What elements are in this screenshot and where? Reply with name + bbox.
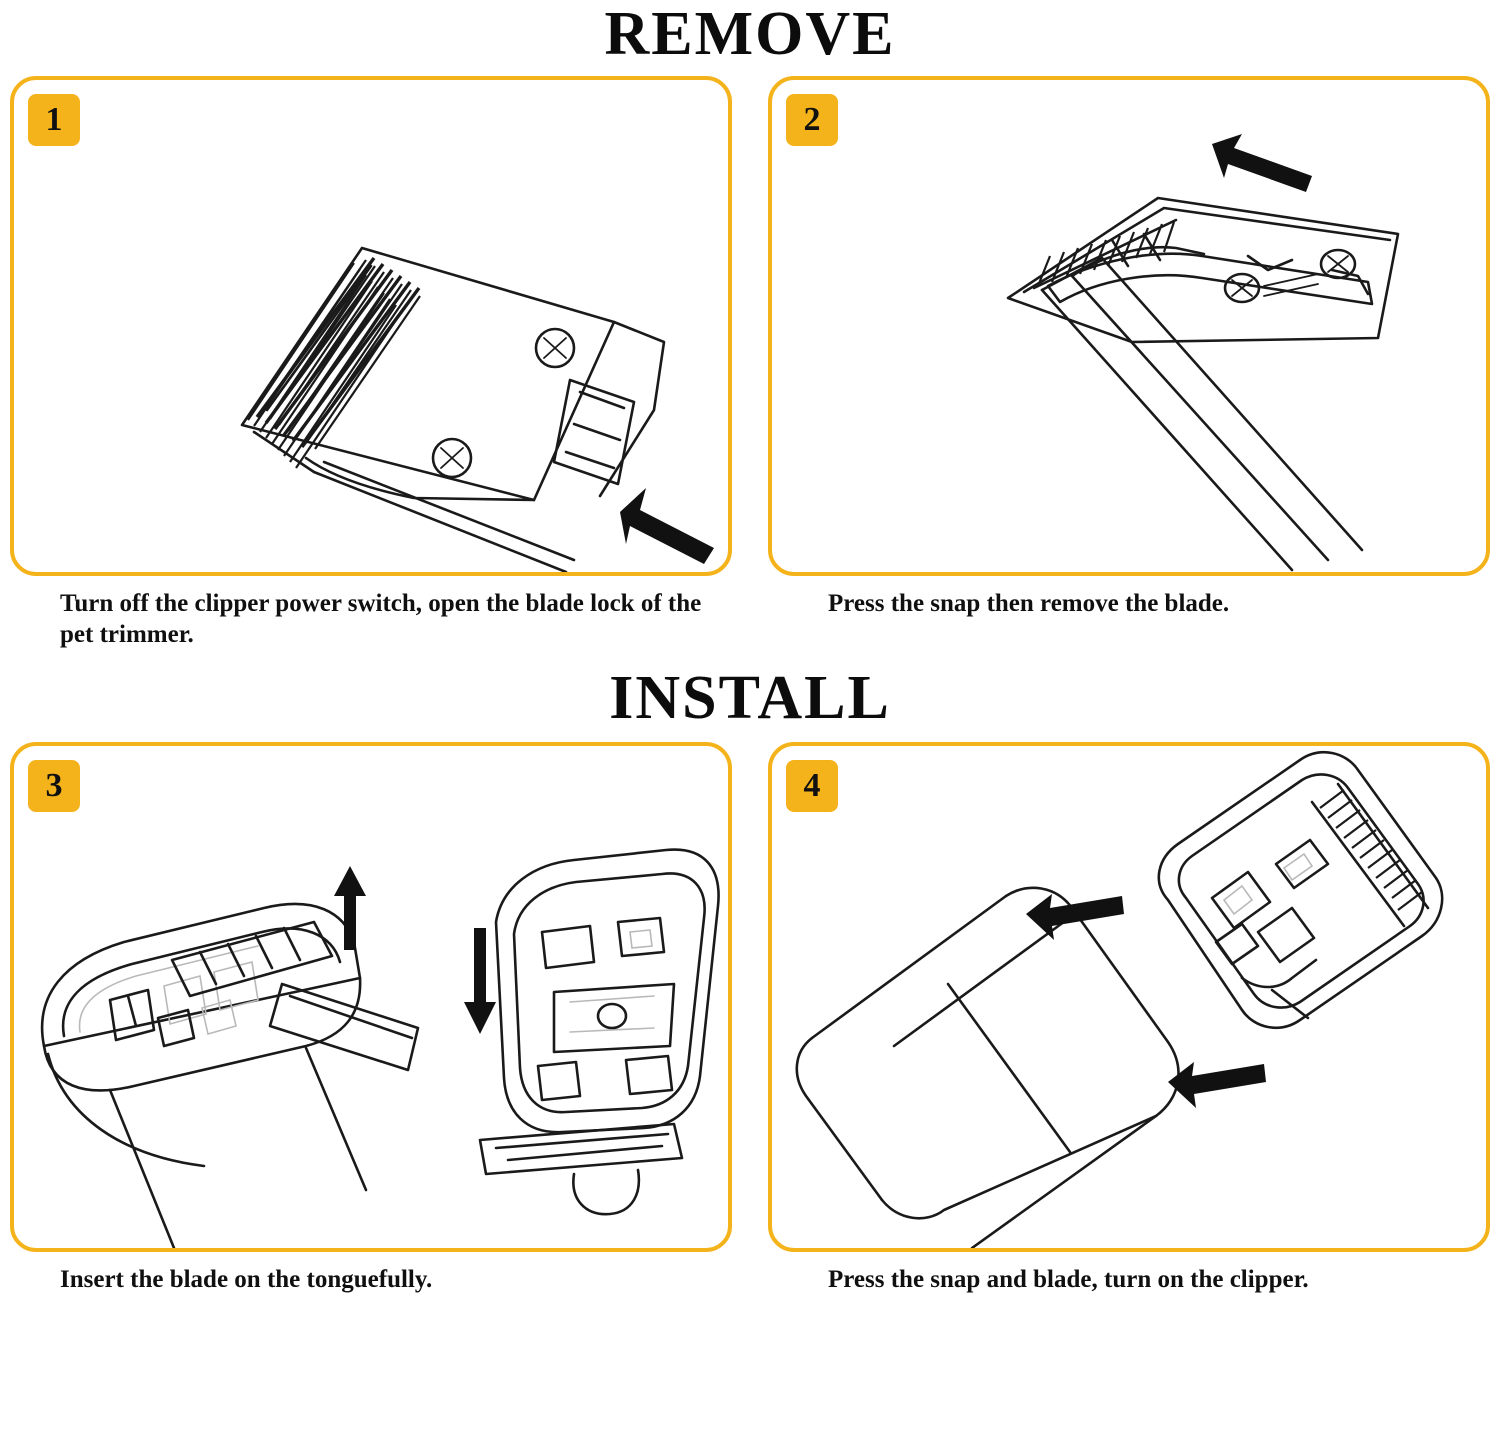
step-3-drawing [14, 746, 728, 1248]
step-number-badge-4: 4 [786, 760, 838, 812]
step-3-illustration-frame [10, 742, 732, 1252]
arrow-icon-press-lock [620, 488, 714, 564]
step-number-badge-1: 1 [28, 94, 80, 146]
step-number-badge-2: 2 [786, 94, 838, 146]
blade-head [1159, 752, 1442, 1027]
step-4-caption: Press the snap and blade, turn on the clipper. [828, 1266, 1309, 1293]
blade-underside-right-view [464, 850, 719, 1215]
step-panel-3 [10, 742, 732, 1295]
step-panel-1 [10, 76, 732, 650]
steps-row-remove [0, 76, 1500, 650]
step-1-caption: Turn off the clipper power switch, open the blade lock of the pet trimmer. [60, 590, 702, 648]
step-2-caption: Press the snap then remove the blade. [828, 590, 1230, 617]
steps-row-install [0, 742, 1500, 1295]
screw-left [1225, 274, 1259, 302]
step-4-illustration-frame [768, 742, 1490, 1252]
section-title-install: INSTALL [609, 664, 891, 732]
step-3-caption: Insert the blade on the tonguefully. [60, 1266, 433, 1293]
step-4-drawing [772, 746, 1486, 1248]
step-number-badge-3: 3 [28, 760, 80, 812]
step-2-drawing [772, 80, 1486, 572]
clipper-head-left-view [42, 866, 418, 1248]
arrow-icon-press-right [1168, 1062, 1266, 1108]
screw-right [1321, 250, 1355, 278]
step-panel-2 [768, 76, 1490, 650]
step-panel-4 [768, 742, 1490, 1295]
arrow-icon-insert-down [464, 928, 496, 1034]
arrow-icon-remove-blade [1212, 134, 1312, 192]
arrow-icon-insert-up [334, 866, 366, 950]
arrow-icon-press-left [1026, 894, 1124, 940]
step-2-illustration-frame [768, 76, 1490, 576]
section-title-remove: REMOVE [604, 0, 896, 68]
screw-bottom [433, 439, 471, 477]
step-1-drawing [14, 80, 728, 572]
screw-top [536, 329, 574, 367]
step-1-illustration-frame [10, 76, 732, 576]
